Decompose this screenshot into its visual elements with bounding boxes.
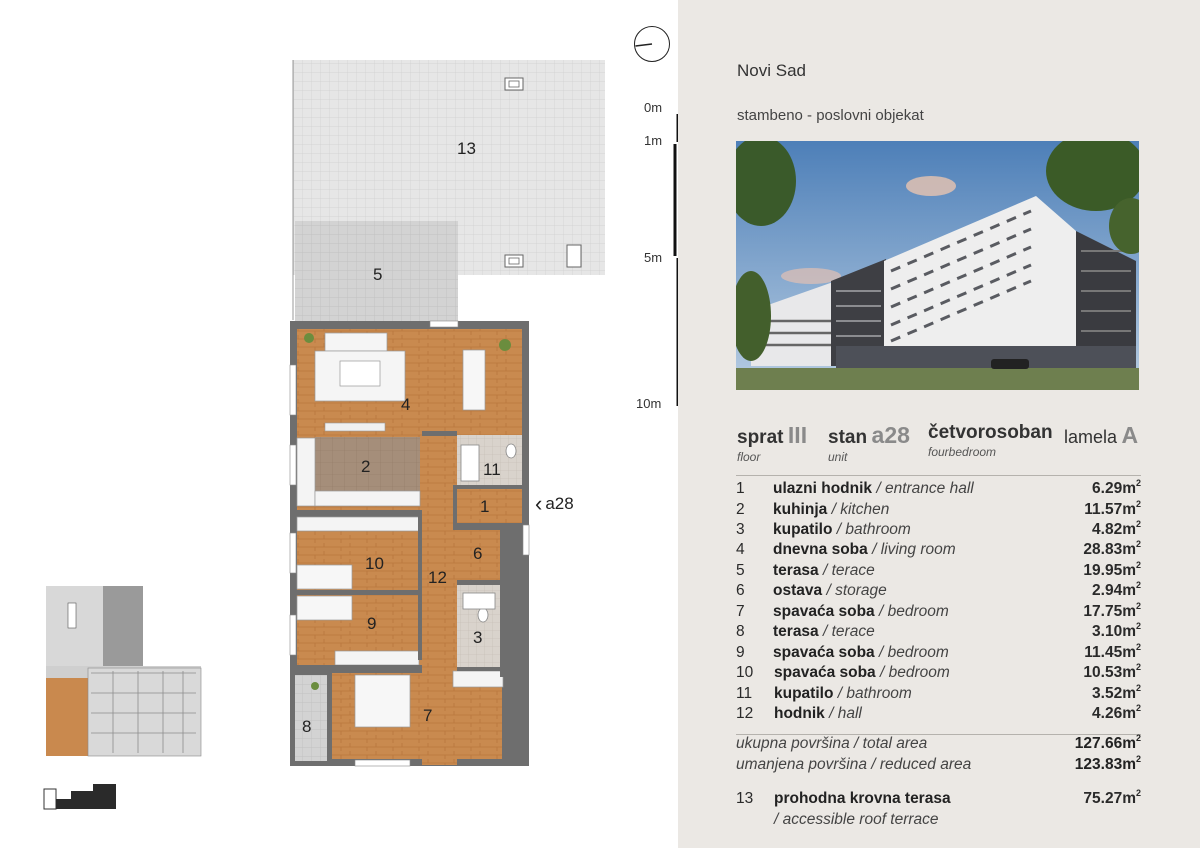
building-render-image — [736, 141, 1139, 390]
room-area-group — [1092, 582, 1141, 600]
room-name-separator: / — [879, 603, 884, 620]
room-area: 4.82m — [1092, 521, 1136, 538]
room-number: 4 — [736, 541, 745, 558]
room-name-group — [773, 623, 875, 641]
room-number-10: 10 — [365, 554, 384, 573]
room-name-separator: / — [829, 705, 834, 722]
room-name-en: entrance hall — [884, 480, 974, 497]
scale-label-1m: 1m — [644, 133, 663, 148]
type-label-en: fourbedroom — [928, 445, 997, 459]
room-name: kuhinja — [773, 501, 828, 518]
room-row — [736, 562, 1141, 582]
room-name-separator: / — [831, 501, 836, 518]
room-name-group — [773, 603, 949, 621]
floor-value: III — [787, 422, 808, 448]
room-area: 17.75m — [1083, 603, 1136, 620]
room-area: 4.26m — [1092, 705, 1136, 722]
room-row — [736, 644, 1141, 664]
unit-entrance-marker — [535, 491, 574, 517]
room-number: 1 — [736, 480, 745, 497]
room-name-en: kitchen — [840, 501, 890, 518]
room-area-unit-sup: 2 — [1135, 601, 1141, 611]
room-area-group — [1092, 685, 1141, 703]
unit-label: stan — [828, 427, 868, 448]
room-number-1: 1 — [480, 497, 490, 516]
room-name-group — [774, 705, 862, 723]
room-number-13: 13 — [457, 139, 476, 158]
room-name-separator: / — [876, 480, 881, 497]
room-area-group — [1092, 480, 1141, 498]
unit-marker-label: a28 — [545, 494, 574, 513]
room-name-en: bedroom — [887, 603, 949, 620]
room-number: 7 — [736, 603, 745, 620]
room-name-en: terace — [831, 562, 875, 579]
room-area-unit-sup: 2 — [1135, 662, 1141, 672]
room-area-group — [1083, 562, 1141, 580]
room-number: 2 — [736, 501, 745, 518]
room-area-unit-sup: 2 — [1135, 478, 1141, 488]
room-name-group — [773, 501, 889, 519]
room-area-unit-sup: 2 — [1135, 642, 1141, 652]
room-row — [736, 664, 1141, 684]
room-number: 11 — [736, 685, 753, 702]
room-area-group — [1084, 501, 1141, 519]
room-name: spavaća soba — [773, 644, 875, 661]
room-row — [736, 501, 1141, 521]
roof-terrace-number: 13 — [736, 790, 754, 807]
room-area: 2.94m — [1092, 582, 1136, 599]
building-silhouette-icon — [43, 783, 118, 813]
reduced-area-row — [736, 756, 1141, 774]
header-divider — [736, 475, 1141, 476]
lamela-value: A — [1121, 422, 1139, 448]
room-number: 6 — [736, 582, 745, 599]
room-area-group — [1092, 705, 1141, 723]
room-row — [736, 603, 1141, 623]
room-name-separator: / — [823, 562, 828, 579]
room-number: 10 — [736, 664, 754, 681]
room-number: 3 — [736, 521, 745, 538]
room-name-en: bathroom — [846, 685, 912, 702]
room-name-separator: / — [823, 623, 828, 640]
room-area-group — [1084, 644, 1141, 662]
room-name-en: bedroom — [887, 644, 949, 661]
reduced-area-label: umanjena površina / reduced area — [736, 756, 972, 773]
room-area-group — [1092, 521, 1141, 539]
room-area: 11.45m — [1084, 644, 1136, 661]
room-number-8: 8 — [302, 717, 312, 736]
room-number-6: 6 — [473, 544, 483, 563]
room-number: 12 — [736, 705, 754, 722]
total-area-label: ukupna površina / total area — [736, 735, 928, 752]
room-area: 3.10m — [1092, 623, 1136, 640]
room-name-separator: / — [880, 664, 885, 681]
reduced-area-value: 123.83m — [1074, 756, 1136, 773]
room-area-unit-sup: 2 — [1135, 499, 1141, 509]
roof-terrace-unit-sup: 2 — [1135, 788, 1141, 798]
unit-value: a28 — [871, 422, 910, 448]
room-number-9: 9 — [367, 614, 377, 633]
building-type: stambeno - poslovni objekat — [737, 107, 924, 124]
room-name: kupatilo — [774, 685, 834, 702]
room-number: 9 — [736, 644, 745, 661]
floor-label-en: floor — [737, 450, 761, 464]
unit-label-en: unit — [828, 450, 848, 464]
room-row — [736, 705, 1141, 725]
room-name: terasa — [773, 623, 819, 640]
room-row — [736, 685, 1141, 705]
scale-label-0m: 0m — [644, 100, 663, 115]
room-name-en: bathroom — [845, 521, 911, 538]
total-area-unit-sup: 2 — [1135, 733, 1141, 743]
room-name-separator: / — [837, 685, 843, 702]
roof-terrace-name-en: / accessible roof terrace — [774, 811, 939, 828]
room-name: ostava — [773, 582, 823, 599]
floor-info — [737, 422, 807, 464]
room-area: 10.53m — [1083, 664, 1136, 681]
room-name-en: hall — [837, 705, 862, 722]
scale-label-10m: 10m — [636, 396, 662, 411]
scale-label-5m: 5m — [644, 250, 663, 265]
total-area-value: 127.66m — [1074, 735, 1136, 752]
room-area: 11.57m — [1084, 501, 1136, 518]
room-number-11: 11 — [483, 460, 501, 479]
room-name-group — [774, 664, 950, 682]
room-area-unit-sup: 2 — [1135, 683, 1141, 693]
room-name-group — [774, 685, 912, 703]
room-name-separator: / — [879, 644, 884, 661]
floor-label: sprat — [737, 427, 784, 448]
room-number-2: 2 — [361, 457, 371, 476]
room-name-group — [773, 521, 911, 539]
room-number-12: 12 — [428, 568, 447, 587]
floor-plan — [285, 55, 605, 770]
room-area: 3.52m — [1092, 685, 1136, 702]
room-name-en: bedroom — [888, 664, 950, 681]
room-name: spavaća soba — [773, 603, 875, 620]
room-name: terasa — [773, 562, 819, 579]
room-area-unit-sup: 2 — [1135, 621, 1141, 631]
lamela-label: lamela — [1064, 427, 1118, 447]
room-number-5: 5 — [373, 265, 383, 284]
roof-terrace-name: prohodna krovna terasa — [774, 790, 951, 807]
room-area-group — [1083, 603, 1141, 621]
room-area-group — [1083, 541, 1141, 559]
room-number-7: 7 — [423, 706, 433, 725]
room-name-group — [773, 541, 956, 559]
room-area-group — [1083, 664, 1141, 682]
room-area-unit-sup: 2 — [1135, 539, 1141, 549]
roof-terrace-row — [736, 790, 1141, 810]
room-number-3: 3 — [473, 628, 483, 647]
room-area-group — [1092, 623, 1141, 641]
type-label: četvorosoban — [928, 422, 1053, 443]
room-name-en: terace — [831, 623, 875, 640]
room-area-unit-sup: 2 — [1135, 703, 1141, 713]
room-area-unit-sup: 2 — [1135, 580, 1141, 590]
room-name-en: living room — [880, 541, 956, 558]
room-name-separator: / — [872, 541, 877, 558]
room-name-en: storage — [835, 582, 887, 599]
room-area: 28.83m — [1083, 541, 1136, 558]
room-name: dnevna soba — [773, 541, 868, 558]
room-area: 6.29m — [1092, 480, 1136, 497]
room-row — [736, 541, 1141, 561]
compass-icon — [633, 25, 671, 63]
room-area: 19.95m — [1083, 562, 1136, 579]
room-row — [736, 623, 1141, 643]
type-info — [928, 422, 1053, 459]
info-panel — [678, 0, 1200, 848]
room-name-group — [773, 480, 974, 498]
total-area-row — [736, 735, 1141, 753]
city-name: Novi Sad — [737, 61, 806, 80]
roof-terrace-en-row — [736, 811, 1141, 831]
room-name-separator: / — [836, 521, 842, 538]
room-name-group — [773, 582, 887, 600]
room-row — [736, 521, 1141, 541]
room-area-unit-sup: 2 — [1135, 560, 1141, 570]
roof-terrace-area: 75.27m — [1083, 790, 1136, 807]
unit-info — [828, 422, 910, 464]
room-area-unit-sup: 2 — [1135, 519, 1141, 529]
room-name-separator: / — [826, 582, 831, 599]
reduced-area-unit-sup: 2 — [1135, 754, 1141, 764]
room-name-group — [773, 562, 875, 580]
room-name-group — [773, 644, 949, 662]
room-name: kupatilo — [773, 521, 833, 538]
chevron-left-icon: ‹ — [535, 491, 543, 516]
room-number: 5 — [736, 562, 745, 579]
lamela-info — [1064, 422, 1138, 449]
room-name: spavaća soba — [774, 664, 876, 681]
room-name: hodnik — [774, 705, 825, 722]
room-name: ulazni hodnik — [773, 480, 873, 497]
room-row — [736, 582, 1141, 602]
key-plan — [43, 583, 203, 758]
room-number-4: 4 — [401, 395, 411, 414]
room-number: 8 — [736, 623, 745, 640]
room-row — [736, 480, 1141, 500]
